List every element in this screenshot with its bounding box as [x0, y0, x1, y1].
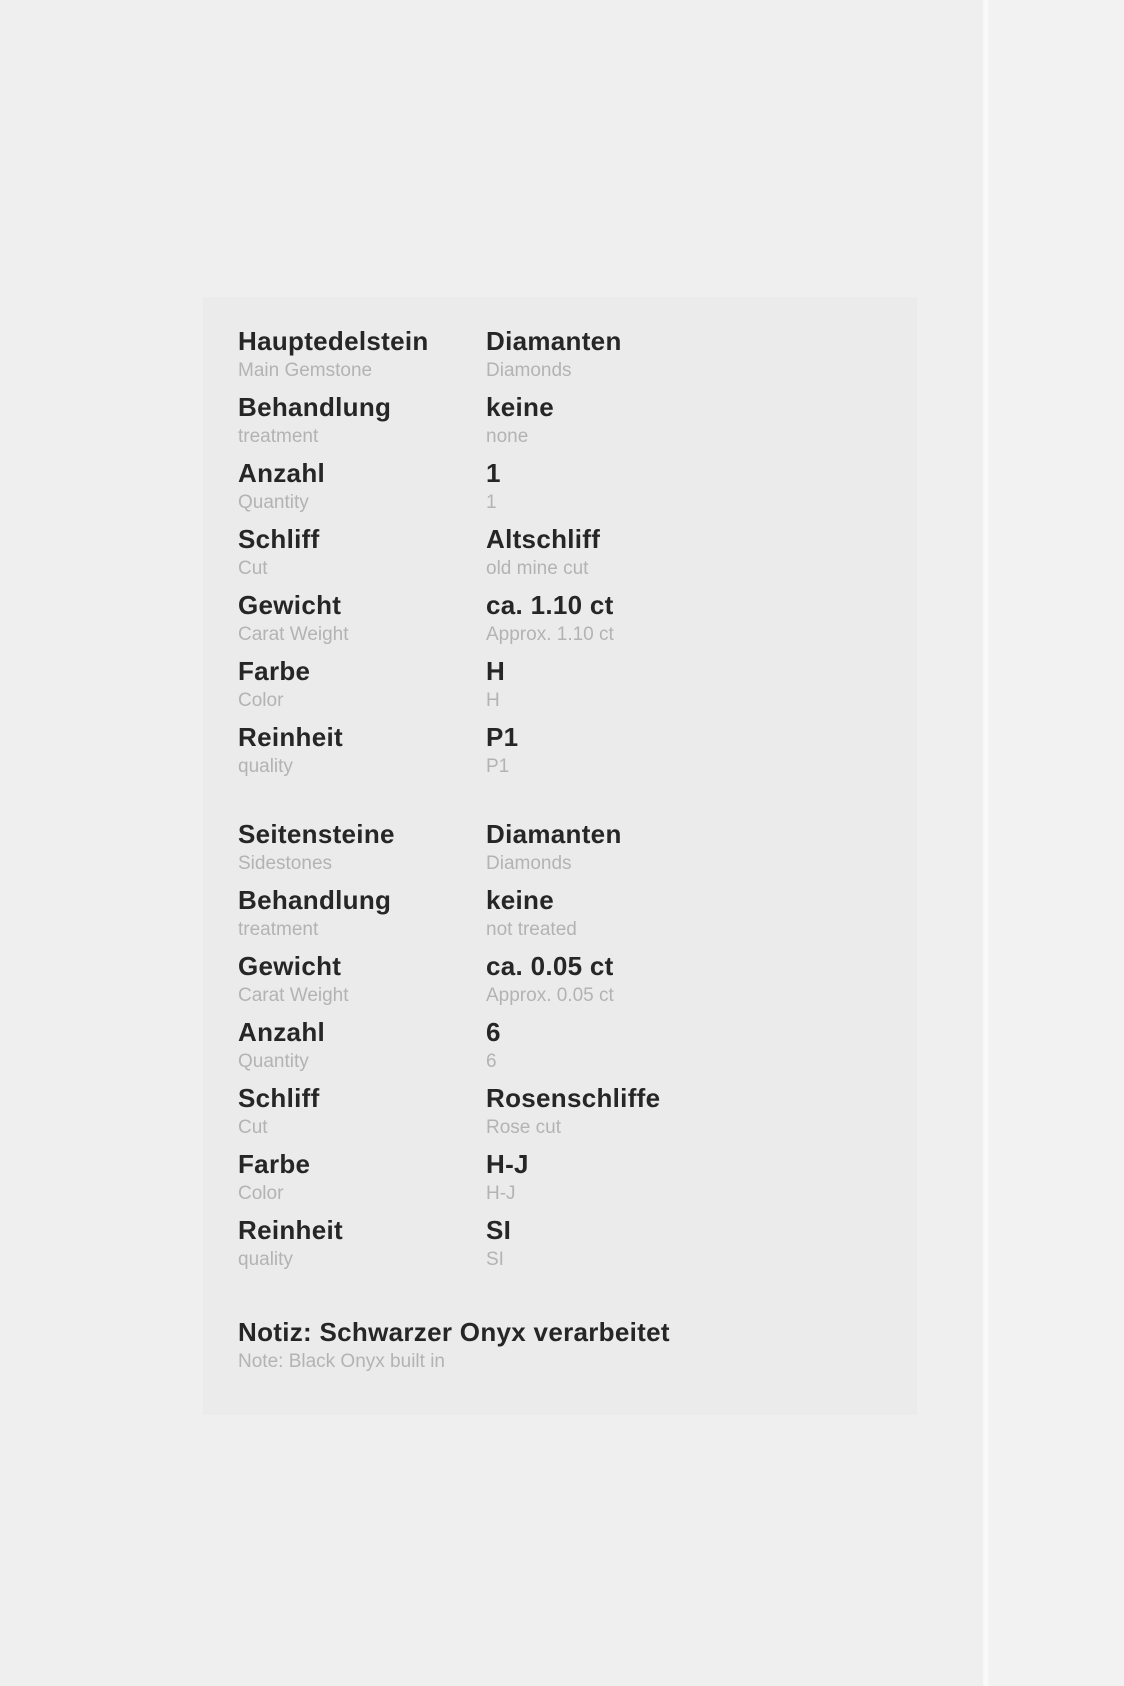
spec-label-cell: [238, 949, 349, 1009]
spec-value: Rosenschliffe: [486, 1083, 661, 1113]
spec-row: [238, 522, 898, 588]
spec-value-en: Approx. 1.10 ct: [486, 624, 614, 645]
spec-value-cell: [486, 1015, 501, 1075]
spec-label-en: treatment: [238, 919, 319, 940]
spec-row: [238, 588, 898, 654]
spec-label-cell: [238, 390, 391, 450]
spec-label: Reinheit: [238, 1215, 343, 1245]
spec-value-en: not treated: [486, 919, 577, 940]
spec-label: Reinheit: [238, 722, 343, 752]
spec-value-cell: [486, 1213, 511, 1273]
spec-value-en: Diamonds: [486, 360, 572, 381]
spec-row: [238, 654, 898, 720]
spec-value: keine: [486, 885, 554, 915]
spec-label: Anzahl: [238, 458, 326, 488]
spec-value-cell: [486, 949, 614, 1009]
spec-label-en: quality: [238, 756, 293, 777]
spec-value-en: Rose cut: [486, 1117, 561, 1138]
spec-value-cell: [486, 390, 554, 450]
spec-label: Anzahl: [238, 1017, 326, 1047]
spec-label-cell: [238, 654, 310, 714]
spec-label-en: Cut: [238, 558, 268, 579]
facing-page: [989, 0, 1124, 1686]
spec-value: P1: [486, 722, 519, 752]
spec-value: Diamanten: [486, 819, 622, 849]
spec-value: ca. 1.10 ct: [486, 590, 614, 620]
spec-value-en: Approx. 0.05 ct: [486, 985, 614, 1006]
spec-label-cell: [238, 1081, 320, 1141]
spec-value-en: 6: [486, 1051, 497, 1072]
spec-label-en: Quantity: [238, 492, 309, 513]
spec-label-cell: [238, 817, 395, 877]
spec-row: [238, 1147, 898, 1213]
spec-label-cell: [238, 522, 320, 582]
spec-value-cell: [486, 1147, 529, 1207]
spec-value-cell: [486, 883, 577, 943]
spec-value: 6: [486, 1017, 501, 1047]
spec-value-cell: [486, 588, 614, 648]
spec-label-en: treatment: [238, 426, 319, 447]
spec-label-en: Cut: [238, 1117, 268, 1138]
spec-label: Schliff: [238, 1083, 320, 1113]
spec-value: Altschliff: [486, 524, 601, 554]
spec-label: Farbe: [238, 656, 311, 686]
spec-value-cell: [486, 1081, 660, 1141]
main-gemstone-section: [238, 324, 898, 786]
spec-label-en: Main Gemstone: [238, 360, 373, 381]
spec-label: Behandlung: [238, 885, 392, 915]
spec-label-cell: [238, 456, 325, 516]
spec-value-cell: [486, 456, 501, 516]
spec-value-en: H-J: [486, 1183, 516, 1204]
spec-row: [238, 720, 898, 786]
spec-value-cell: [486, 324, 622, 384]
spec-label: Gewicht: [238, 590, 342, 620]
spec-label: Seitensteine: [238, 819, 395, 849]
spec-value: H-J: [486, 1149, 529, 1179]
spec-label: Farbe: [238, 1149, 311, 1179]
spec-label-en: Carat Weight: [238, 985, 349, 1006]
spec-label: Behandlung: [238, 392, 392, 422]
spec-row: [238, 949, 898, 1015]
spec-value: Diamanten: [486, 326, 622, 356]
spec-value-cell: [486, 817, 622, 877]
spec-label-cell: [238, 1213, 343, 1273]
note-section: [238, 1315, 898, 1375]
spec-row: [238, 456, 898, 522]
side-stones-section: [238, 817, 898, 1279]
spec-row: [238, 324, 898, 390]
spec-value: SI: [486, 1215, 512, 1245]
spec-value: ca. 0.05 ct: [486, 951, 614, 981]
spec-label-en: quality: [238, 1249, 293, 1270]
note-text-en: Note: Black Onyx built in: [238, 1351, 445, 1372]
spec-label-cell: [238, 588, 349, 648]
spec-label-cell: [238, 1147, 310, 1207]
spec-label-cell: [238, 883, 391, 943]
spec-label-en: Quantity: [238, 1051, 309, 1072]
spec-label: Hauptedelstein: [238, 326, 429, 356]
spec-label-cell: [238, 324, 429, 384]
note-text: Notiz: Schwarzer Onyx verarbeitet: [238, 1317, 670, 1347]
spec-value: H: [486, 656, 506, 686]
spec-value-en: old mine cut: [486, 558, 589, 579]
spec-label-cell: [238, 1015, 325, 1075]
spec-label: Gewicht: [238, 951, 342, 981]
spec-value: 1: [486, 458, 501, 488]
spec-label-en: Color: [238, 690, 284, 711]
spec-label-cell: [238, 720, 343, 780]
spec-row: [238, 390, 898, 456]
spec-value-en: 1: [486, 492, 497, 513]
spec-label-en: Carat Weight: [238, 624, 349, 645]
spec-row: [238, 1015, 898, 1081]
spec-label: Schliff: [238, 524, 320, 554]
spec-value-cell: [486, 522, 600, 582]
spec-value-en: none: [486, 426, 529, 447]
spec-row: [238, 817, 898, 883]
spec-value: keine: [486, 392, 554, 422]
spec-value-cell: [486, 654, 505, 714]
spec-value-en: Diamonds: [486, 853, 572, 874]
spec-value-cell: [486, 720, 518, 780]
spec-value-en: P1: [486, 756, 510, 777]
spec-row: [238, 1213, 898, 1279]
spec-label-en: Color: [238, 1183, 284, 1204]
spec-label-en: Sidestones: [238, 853, 333, 874]
spec-row: [238, 883, 898, 949]
gemstone-spec-card: [203, 297, 917, 1415]
spec-value-en: SI: [486, 1249, 504, 1270]
spec-row: [238, 1081, 898, 1147]
spec-value-en: H: [486, 690, 500, 711]
